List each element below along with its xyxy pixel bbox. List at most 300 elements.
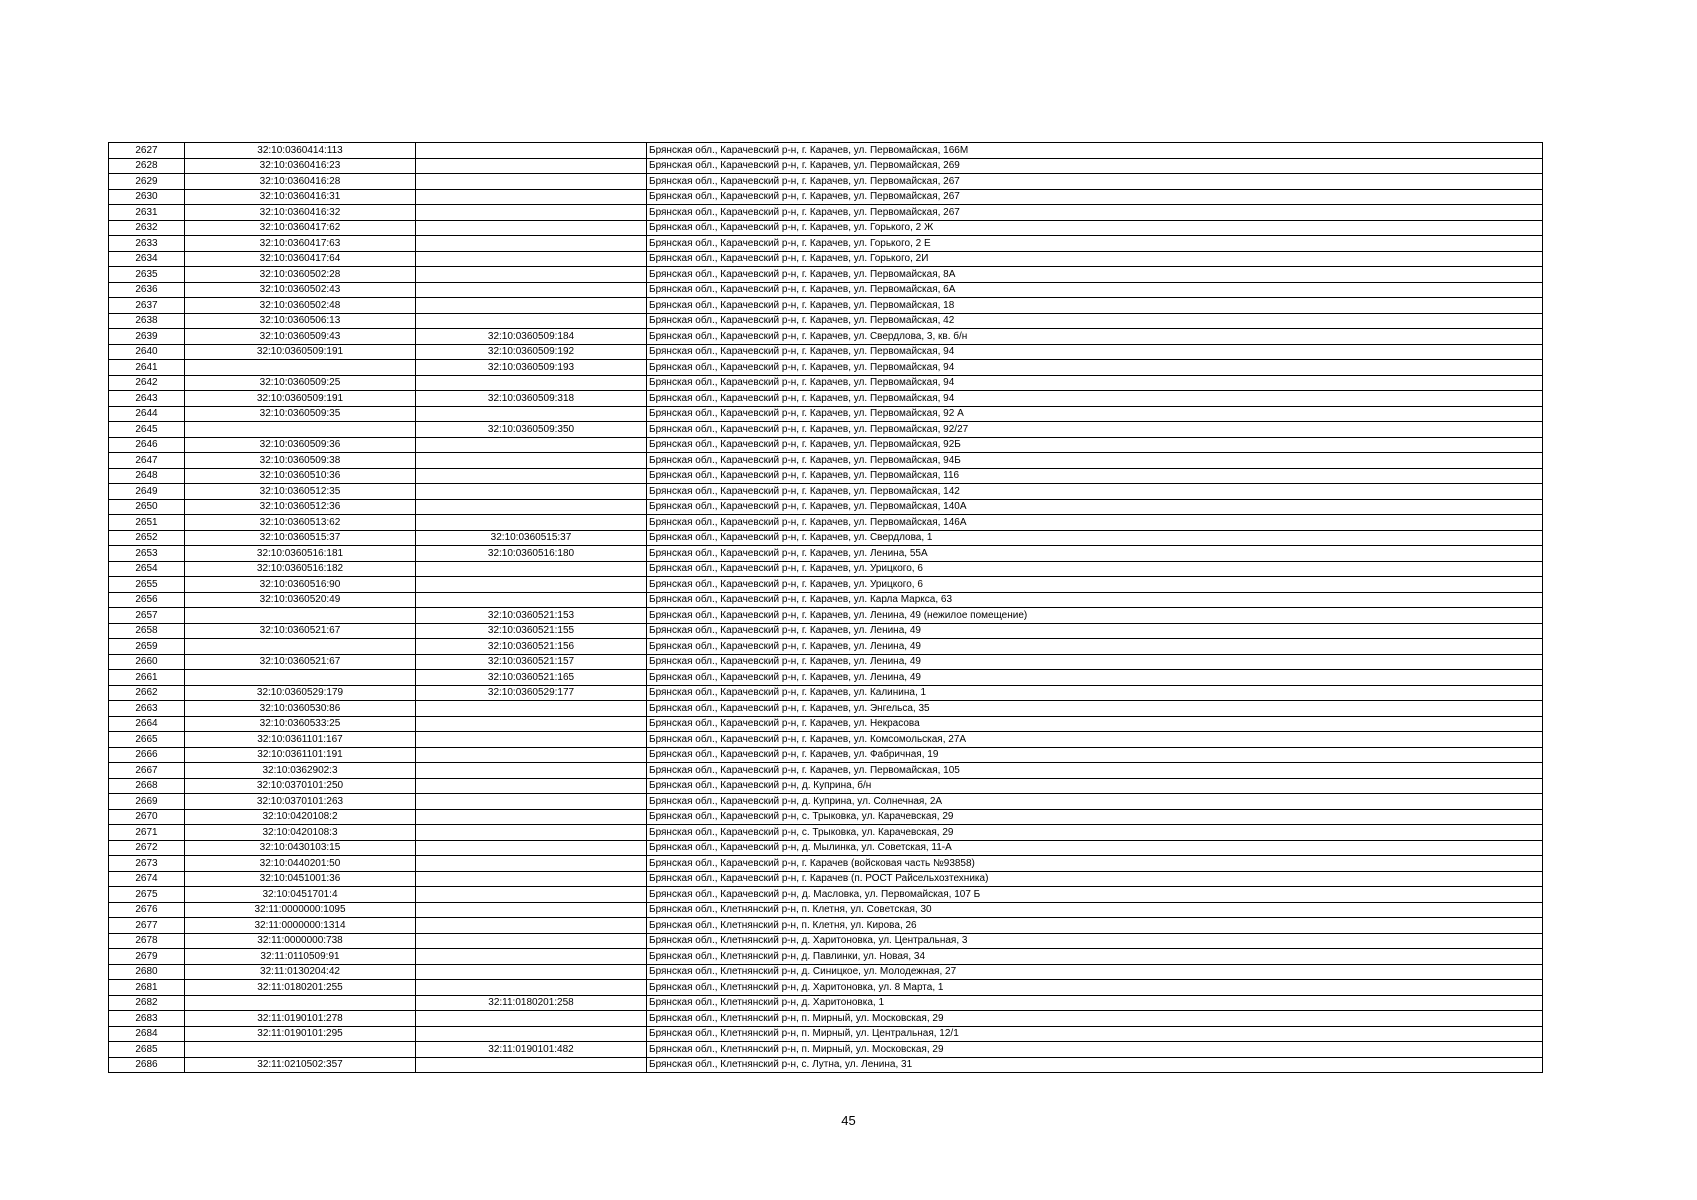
address-cell: Брянская обл., Карачевский р-н, г. Карачев, ул. Горького, 2 Е [647, 236, 1543, 252]
address-cell: Брянская обл., Карачевский р-н, г. Карачев (войсковая часть №93858) [647, 856, 1543, 872]
cadastral-number-cell: 32:10:0360512:35 [185, 484, 416, 500]
cadastral-number-cell: 32:10:0360516:182 [185, 561, 416, 577]
address-cell: Брянская обл., Карачевский р-н, г. Карачев, ул. Ленина, 49 [647, 623, 1543, 639]
related-cadastral-number-cell: 32:10:0360521:165 [416, 670, 647, 686]
related-cadastral-number-cell [416, 174, 647, 190]
table-row [109, 980, 1543, 996]
related-cadastral-number-cell: 32:10:0360509:184 [416, 329, 647, 345]
row-number-cell: 2629 [109, 174, 185, 190]
table-row [109, 437, 1543, 453]
cadastral-number-cell: 32:10:0360510:36 [185, 468, 416, 484]
related-cadastral-number-cell: 32:10:0360521:157 [416, 654, 647, 670]
address-cell: Брянская обл., Карачевский р-н, г. Карачев, ул. Первомайская, 116 [647, 468, 1543, 484]
cadastral-number-cell: 32:11:0130204:42 [185, 964, 416, 980]
row-number-cell: 2665 [109, 732, 185, 748]
table-row [109, 716, 1543, 732]
related-cadastral-number-cell [416, 871, 647, 887]
table-row [109, 964, 1543, 980]
table-row [109, 763, 1543, 779]
table-row [109, 840, 1543, 856]
row-number-cell: 2630 [109, 189, 185, 205]
related-cadastral-number-cell [416, 747, 647, 763]
cadastral-number-cell: 32:10:0360502:48 [185, 298, 416, 314]
table-row [109, 577, 1543, 593]
row-number-cell: 2676 [109, 902, 185, 918]
table-row [109, 871, 1543, 887]
table-row [109, 298, 1543, 314]
related-cadastral-number-cell [416, 716, 647, 732]
address-cell: Брянская обл., Клетнянский р-н, п. Мирный, ул. Московская, 29 [647, 1042, 1543, 1058]
row-number-cell: 2669 [109, 794, 185, 810]
row-number-cell: 2627 [109, 143, 185, 159]
row-number-cell: 2644 [109, 406, 185, 422]
related-cadastral-number-cell [416, 561, 647, 577]
address-cell: Брянская обл., Карачевский р-н, г. Карачев, ул. Ленина, 49 [647, 670, 1543, 686]
related-cadastral-number-cell [416, 577, 647, 593]
related-cadastral-number-cell [416, 933, 647, 949]
address-cell: Брянская обл., Карачевский р-н, г. Карачев, ул. Урицкого, 6 [647, 577, 1543, 593]
address-cell: Брянская обл., Карачевский р-н, г. Карачев, ул. Первомайская, 146А [647, 515, 1543, 531]
row-number-cell: 2686 [109, 1057, 185, 1073]
address-cell: Брянская обл., Карачевский р-н, г. Карачев, ул. Первомайская, 267 [647, 174, 1543, 190]
row-number-cell: 2647 [109, 453, 185, 469]
row-number-cell: 2681 [109, 980, 185, 996]
related-cadastral-number-cell [416, 298, 647, 314]
cadastral-number-cell: 32:10:0360416:32 [185, 205, 416, 221]
address-cell: Брянская обл., Карачевский р-н, г. Карачев, ул. Первомайская, 18 [647, 298, 1543, 314]
related-cadastral-number-cell: 32:11:0190101:482 [416, 1042, 647, 1058]
related-cadastral-number-cell [416, 840, 647, 856]
cadastral-number-cell: 32:10:0360530:86 [185, 701, 416, 717]
cadastral-number-cell: 32:10:0360520:49 [185, 592, 416, 608]
row-number-cell: 2640 [109, 344, 185, 360]
related-cadastral-number-cell [416, 406, 647, 422]
row-number-cell: 2638 [109, 313, 185, 329]
cadastral-number-cell [185, 608, 416, 624]
table-row [109, 670, 1543, 686]
cadastral-number-cell: 32:10:0360509:191 [185, 344, 416, 360]
address-cell: Брянская обл., Карачевский р-н, г. Карачев, ул. Калинина, 1 [647, 685, 1543, 701]
related-cadastral-number-cell [416, 592, 647, 608]
related-cadastral-number-cell: 32:10:0360515:37 [416, 530, 647, 546]
table-row [109, 406, 1543, 422]
table-row [109, 623, 1543, 639]
related-cadastral-number-cell [416, 794, 647, 810]
cadastral-number-cell: 32:10:0360512:36 [185, 499, 416, 515]
address-cell: Брянская обл., Карачевский р-н, г. Карачев, ул. Первомайская, 94 [647, 375, 1543, 391]
table-row [109, 825, 1543, 841]
row-number-cell: 2641 [109, 360, 185, 376]
cadastral-number-cell: 32:10:0361101:167 [185, 732, 416, 748]
cadastral-number-cell: 32:10:0360417:62 [185, 220, 416, 236]
cadastral-number-cell: 32:10:0360515:37 [185, 530, 416, 546]
related-cadastral-number-cell [416, 763, 647, 779]
cadastral-number-cell: 32:10:0360414:113 [185, 143, 416, 159]
address-cell: Брянская обл., Карачевский р-н, г. Карачев, ул. Горького, 2И [647, 251, 1543, 267]
row-number-cell: 2670 [109, 809, 185, 825]
row-number-cell: 2651 [109, 515, 185, 531]
cadastral-number-cell: 32:10:0420108:3 [185, 825, 416, 841]
row-number-cell: 2666 [109, 747, 185, 763]
row-number-cell: 2653 [109, 546, 185, 562]
table-row [109, 391, 1543, 407]
table-row [109, 1011, 1543, 1027]
table-row [109, 499, 1543, 515]
table-row [109, 794, 1543, 810]
address-cell: Брянская обл., Карачевский р-н, г. Карачев, ул. Карла Маркса, 63 [647, 592, 1543, 608]
table-row [109, 1042, 1543, 1058]
cadastral-number-cell: 32:10:0440201:50 [185, 856, 416, 872]
cadastral-number-cell: 32:10:0451701:4 [185, 887, 416, 903]
row-number-cell: 2639 [109, 329, 185, 345]
related-cadastral-number-cell [416, 887, 647, 903]
table-row [109, 1057, 1543, 1073]
table-row [109, 995, 1543, 1011]
address-cell: Брянская обл., Карачевский р-н, г. Карачев, ул. Первомайская, 94 [647, 344, 1543, 360]
table-row [109, 732, 1543, 748]
address-cell: Брянская обл., Карачевский р-н, г. Карачев, ул. Первомайская, 92Б [647, 437, 1543, 453]
row-number-cell: 2657 [109, 608, 185, 624]
related-cadastral-number-cell [416, 964, 647, 980]
table-row [109, 918, 1543, 934]
related-cadastral-number-cell [416, 825, 647, 841]
row-number-cell: 2646 [109, 437, 185, 453]
table-row [109, 205, 1543, 221]
cadastral-number-cell: 32:11:0000000:1314 [185, 918, 416, 934]
cadastral-number-cell: 32:11:0190101:278 [185, 1011, 416, 1027]
address-cell: Брянская обл., Карачевский р-н, г. Карачев, ул. Первомайская, 94 [647, 360, 1543, 376]
address-cell: Брянская обл., Клетнянский р-н, с. Лутна, ул. Ленина, 31 [647, 1057, 1543, 1073]
related-cadastral-number-cell: 32:10:0360509:193 [416, 360, 647, 376]
related-cadastral-number-cell: 32:10:0360509:318 [416, 391, 647, 407]
address-cell: Брянская обл., Клетнянский р-н, п. Клетня, ул. Советская, 30 [647, 902, 1543, 918]
row-number-cell: 2635 [109, 267, 185, 283]
cadastral-number-cell: 32:10:0360502:43 [185, 282, 416, 298]
table-row [109, 778, 1543, 794]
related-cadastral-number-cell: 32:10:0360516:180 [416, 546, 647, 562]
cadastral-number-cell: 32:10:0360533:25 [185, 716, 416, 732]
cadastral-number-cell: 32:10:0360506:13 [185, 313, 416, 329]
table-row [109, 143, 1543, 159]
cadastral-number-cell: 32:11:0180201:255 [185, 980, 416, 996]
address-cell: Брянская обл., Карачевский р-н, г. Карачев, ул. Ленина, 55А [647, 546, 1543, 562]
related-cadastral-number-cell: 32:10:0360529:177 [416, 685, 647, 701]
table-row [109, 546, 1543, 562]
row-number-cell: 2674 [109, 871, 185, 887]
related-cadastral-number-cell [416, 980, 647, 996]
related-cadastral-number-cell [416, 143, 647, 159]
related-cadastral-number-cell [416, 499, 647, 515]
cadastral-number-cell: 32:10:0360416:23 [185, 158, 416, 174]
related-cadastral-number-cell [416, 918, 647, 934]
cadastral-number-cell: 32:10:0360509:36 [185, 437, 416, 453]
row-number-cell: 2675 [109, 887, 185, 903]
cadastral-number-cell: 32:10:0362902:3 [185, 763, 416, 779]
related-cadastral-number-cell [416, 282, 647, 298]
table-row [109, 933, 1543, 949]
registry-table [108, 142, 1543, 1073]
table-row [109, 329, 1543, 345]
cadastral-number-cell [185, 670, 416, 686]
related-cadastral-number-cell [416, 1057, 647, 1073]
cadastral-number-cell: 32:10:0360509:43 [185, 329, 416, 345]
page-number: 45 [841, 1113, 856, 1128]
row-number-cell: 2672 [109, 840, 185, 856]
row-number-cell: 2634 [109, 251, 185, 267]
table-row [109, 453, 1543, 469]
row-number-cell: 2642 [109, 375, 185, 391]
address-cell: Брянская обл., Карачевский р-н, г. Карачев, ул. Урицкого, 6 [647, 561, 1543, 577]
table-row [109, 639, 1543, 655]
row-number-cell: 2683 [109, 1011, 185, 1027]
table-row [109, 856, 1543, 872]
row-number-cell: 2643 [109, 391, 185, 407]
cadastral-number-cell [185, 360, 416, 376]
address-cell: Брянская обл., Клетнянский р-н, п. Клетня, ул. Кирова, 26 [647, 918, 1543, 934]
row-number-cell: 2659 [109, 639, 185, 655]
table-row [109, 515, 1543, 531]
related-cadastral-number-cell [416, 778, 647, 794]
row-number-cell: 2660 [109, 654, 185, 670]
related-cadastral-number-cell [416, 251, 647, 267]
address-cell: Брянская обл., Клетнянский р-н, д. Павлинки, ул. Новая, 34 [647, 949, 1543, 965]
cadastral-number-cell [185, 422, 416, 438]
related-cadastral-number-cell [416, 856, 647, 872]
related-cadastral-number-cell [416, 453, 647, 469]
related-cadastral-number-cell [416, 701, 647, 717]
cadastral-number-cell: 32:11:0210502:357 [185, 1057, 416, 1073]
address-cell: Брянская обл., Клетнянский р-н, п. Мирный, ул. Центральная, 12/1 [647, 1026, 1543, 1042]
row-number-cell: 2679 [109, 949, 185, 965]
table-row [109, 174, 1543, 190]
cadastral-number-cell: 32:10:0360416:31 [185, 189, 416, 205]
cadastral-number-cell: 32:10:0360509:191 [185, 391, 416, 407]
address-cell: Брянская обл., Карачевский р-н, г. Карачев, ул. Первомайская, 269 [647, 158, 1543, 174]
cadastral-number-cell: 32:10:0370101:250 [185, 778, 416, 794]
address-cell: Брянская обл., Клетнянский р-н, д. Харитоновка, ул. 8 Марта, 1 [647, 980, 1543, 996]
table-row [109, 344, 1543, 360]
cadastral-number-cell: 32:10:0360521:67 [185, 623, 416, 639]
related-cadastral-number-cell [416, 1011, 647, 1027]
address-cell: Брянская обл., Карачевский р-н, г. Карачев, ул. Первомайская, 267 [647, 205, 1543, 221]
row-number-cell: 2628 [109, 158, 185, 174]
table-row [109, 530, 1543, 546]
row-number-cell: 2654 [109, 561, 185, 577]
address-cell: Брянская обл., Карачевский р-н, д. Мылинка, ул. Советская, 11-А [647, 840, 1543, 856]
row-number-cell: 2685 [109, 1042, 185, 1058]
table-row [109, 375, 1543, 391]
related-cadastral-number-cell: 32:10:0360521:156 [416, 639, 647, 655]
related-cadastral-number-cell: 32:10:0360509:192 [416, 344, 647, 360]
cadastral-number-cell: 32:11:0190101:295 [185, 1026, 416, 1042]
related-cadastral-number-cell [416, 313, 647, 329]
row-number-cell: 2668 [109, 778, 185, 794]
cadastral-number-cell [185, 1042, 416, 1058]
row-number-cell: 2633 [109, 236, 185, 252]
cadastral-number-cell: 32:11:0000000:1095 [185, 902, 416, 918]
address-cell: Брянская обл., Карачевский р-н, с. Трыковка, ул. Карачевская, 29 [647, 809, 1543, 825]
related-cadastral-number-cell [416, 205, 647, 221]
address-cell: Брянская обл., Карачевский р-н, г. Карачев, ул. Первомайская, 140А [647, 499, 1543, 515]
cadastral-number-cell: 32:11:0000000:738 [185, 933, 416, 949]
address-cell: Брянская обл., Клетнянский р-н, п. Мирный, ул. Московская, 29 [647, 1011, 1543, 1027]
address-cell: Брянская обл., Карачевский р-н, г. Карачев, ул. Энгельса, 35 [647, 701, 1543, 717]
address-cell: Брянская обл., Карачевский р-н, г. Карачев, ул. Фабричная, 19 [647, 747, 1543, 763]
related-cadastral-number-cell [416, 468, 647, 484]
row-number-cell: 2636 [109, 282, 185, 298]
address-cell: Брянская обл., Карачевский р-н, г. Карачев, ул. Первомайская, 92/27 [647, 422, 1543, 438]
row-number-cell: 2655 [109, 577, 185, 593]
table-row [109, 267, 1543, 283]
table-row [109, 654, 1543, 670]
related-cadastral-number-cell: 32:10:0360509:350 [416, 422, 647, 438]
table-row [109, 236, 1543, 252]
cadastral-number-cell: 32:10:0360516:90 [185, 577, 416, 593]
table-row [109, 747, 1543, 763]
table-row [109, 282, 1543, 298]
cadastral-number-cell: 32:10:0360509:38 [185, 453, 416, 469]
cadastral-number-cell [185, 995, 416, 1011]
row-number-cell: 2680 [109, 964, 185, 980]
table-row [109, 561, 1543, 577]
related-cadastral-number-cell [416, 949, 647, 965]
registry-table-body [109, 143, 1543, 1073]
address-cell: Брянская обл., Карачевский р-н, д. Куприна, б/н [647, 778, 1543, 794]
row-number-cell: 2658 [109, 623, 185, 639]
cadastral-number-cell: 32:11:0110509:91 [185, 949, 416, 965]
related-cadastral-number-cell: 32:11:0180201:258 [416, 995, 647, 1011]
row-number-cell: 2673 [109, 856, 185, 872]
address-cell: Брянская обл., Карачевский р-н, д. Масловка, ул. Первомайская, 107 Б [647, 887, 1543, 903]
address-cell: Брянская обл., Карачевский р-н, г. Карачев, ул. Ленина, 49 [647, 654, 1543, 670]
row-number-cell: 2682 [109, 995, 185, 1011]
table-row [109, 592, 1543, 608]
row-number-cell: 2632 [109, 220, 185, 236]
related-cadastral-number-cell [416, 189, 647, 205]
address-cell: Брянская обл., Карачевский р-н, г. Карачев, ул. Первомайская, 92 А [647, 406, 1543, 422]
address-cell: Брянская обл., Карачевский р-н, г. Карачев (п. РОСТ Райсельхозтехника) [647, 871, 1543, 887]
table-row [109, 809, 1543, 825]
row-number-cell: 2637 [109, 298, 185, 314]
cadastral-number-cell: 32:10:0430103:15 [185, 840, 416, 856]
row-number-cell: 2684 [109, 1026, 185, 1042]
address-cell: Брянская обл., Клетнянский р-н, д. Харитоновка, ул. Центральная, 3 [647, 933, 1543, 949]
related-cadastral-number-cell [416, 902, 647, 918]
address-cell: Брянская обл., Карачевский р-н, г. Карачев, ул. Первомайская, 267 [647, 189, 1543, 205]
address-cell: Брянская обл., Карачевский р-н, г. Карачев, ул. Первомайская, 142 [647, 484, 1543, 500]
address-cell: Брянская обл., Карачевский р-н, г. Карачев, ул. Первомайская, 94 [647, 391, 1543, 407]
table-row [109, 902, 1543, 918]
address-cell: Брянская обл., Клетнянский р-н, д. Харитоновка, 1 [647, 995, 1543, 1011]
address-cell: Брянская обл., Карачевский р-н, с. Трыковка, ул. Карачевская, 29 [647, 825, 1543, 841]
row-number-cell: 2671 [109, 825, 185, 841]
address-cell: Брянская обл., Карачевский р-н, г. Карачев, ул. Первомайская, 8А [647, 267, 1543, 283]
cadastral-number-cell: 32:10:0420108:2 [185, 809, 416, 825]
cadastral-number-cell: 32:10:0361101:191 [185, 747, 416, 763]
cadastral-number-cell: 32:10:0360502:28 [185, 267, 416, 283]
related-cadastral-number-cell [416, 236, 647, 252]
address-cell: Брянская обл., Карачевский р-н, г. Карачев, ул. Первомайская, 94Б [647, 453, 1543, 469]
row-number-cell: 2677 [109, 918, 185, 934]
related-cadastral-number-cell [416, 484, 647, 500]
related-cadastral-number-cell [416, 375, 647, 391]
table-row [109, 360, 1543, 376]
address-cell: Брянская обл., Карачевский р-н, г. Карачев, ул. Свердлова, 3, кв. б/н [647, 329, 1543, 345]
table-row [109, 313, 1543, 329]
related-cadastral-number-cell: 32:10:0360521:155 [416, 623, 647, 639]
table-row [109, 1026, 1543, 1042]
related-cadastral-number-cell [416, 809, 647, 825]
table-row [109, 949, 1543, 965]
cadastral-number-cell: 32:10:0360509:35 [185, 406, 416, 422]
row-number-cell: 2663 [109, 701, 185, 717]
row-number-cell: 2678 [109, 933, 185, 949]
address-cell: Брянская обл., Карачевский р-н, г. Карачев, ул. Горького, 2 Ж [647, 220, 1543, 236]
row-number-cell: 2664 [109, 716, 185, 732]
row-number-cell: 2662 [109, 685, 185, 701]
address-cell: Брянская обл., Карачевский р-н, г. Карачев, ул. Ленина, 49 [647, 639, 1543, 655]
address-cell: Брянская обл., Карачевский р-н, г. Карачев, ул. Некрасова [647, 716, 1543, 732]
table-row [109, 251, 1543, 267]
cadastral-number-cell: 32:10:0360509:25 [185, 375, 416, 391]
related-cadastral-number-cell [416, 1026, 647, 1042]
cadastral-number-cell: 32:10:0360521:67 [185, 654, 416, 670]
table-row [109, 608, 1543, 624]
table-row [109, 887, 1543, 903]
related-cadastral-number-cell [416, 158, 647, 174]
table-row [109, 158, 1543, 174]
related-cadastral-number-cell [416, 267, 647, 283]
table-row [109, 701, 1543, 717]
cadastral-number-cell: 32:10:0360513:62 [185, 515, 416, 531]
related-cadastral-number-cell [416, 515, 647, 531]
address-cell: Брянская обл., Клетнянский р-н, д. Синицкое, ул. Молодежная, 27 [647, 964, 1543, 980]
row-number-cell: 2631 [109, 205, 185, 221]
table-row [109, 189, 1543, 205]
cadastral-number-cell [185, 639, 416, 655]
row-number-cell: 2649 [109, 484, 185, 500]
cadastral-number-cell: 32:10:0360529:179 [185, 685, 416, 701]
row-number-cell: 2645 [109, 422, 185, 438]
table-row [109, 422, 1543, 438]
table-row [109, 685, 1543, 701]
address-cell: Брянская обл., Карачевский р-н, г. Карачев, ул. Первомайская, 105 [647, 763, 1543, 779]
address-cell: Брянская обл., Карачевский р-н, г. Карачев, ул. Ленина, 49 (нежилое помещение) [647, 608, 1543, 624]
address-cell: Брянская обл., Карачевский р-н, г. Карачев, ул. Свердлова, 1 [647, 530, 1543, 546]
table-row [109, 468, 1543, 484]
row-number-cell: 2661 [109, 670, 185, 686]
row-number-cell: 2648 [109, 468, 185, 484]
cadastral-number-cell: 32:10:0370101:263 [185, 794, 416, 810]
address-cell: Брянская обл., Карачевский р-н, г. Карачев, ул. Первомайская, 6А [647, 282, 1543, 298]
cadastral-number-cell: 32:10:0360516:181 [185, 546, 416, 562]
row-number-cell: 2652 [109, 530, 185, 546]
related-cadastral-number-cell [416, 437, 647, 453]
row-number-cell: 2667 [109, 763, 185, 779]
row-number-cell: 2650 [109, 499, 185, 515]
row-number-cell: 2656 [109, 592, 185, 608]
table-row [109, 220, 1543, 236]
cadastral-number-cell: 32:10:0360417:64 [185, 251, 416, 267]
related-cadastral-number-cell [416, 732, 647, 748]
cadastral-number-cell: 32:10:0360417:63 [185, 236, 416, 252]
cadastral-number-cell: 32:10:0360416:28 [185, 174, 416, 190]
address-cell: Брянская обл., Карачевский р-н, г. Карачев, ул. Первомайская, 42 [647, 313, 1543, 329]
related-cadastral-number-cell [416, 220, 647, 236]
table-row [109, 484, 1543, 500]
address-cell: Брянская обл., Карачевский р-н, г. Карачев, ул. Комсомольская, 27А [647, 732, 1543, 748]
related-cadastral-number-cell: 32:10:0360521:153 [416, 608, 647, 624]
